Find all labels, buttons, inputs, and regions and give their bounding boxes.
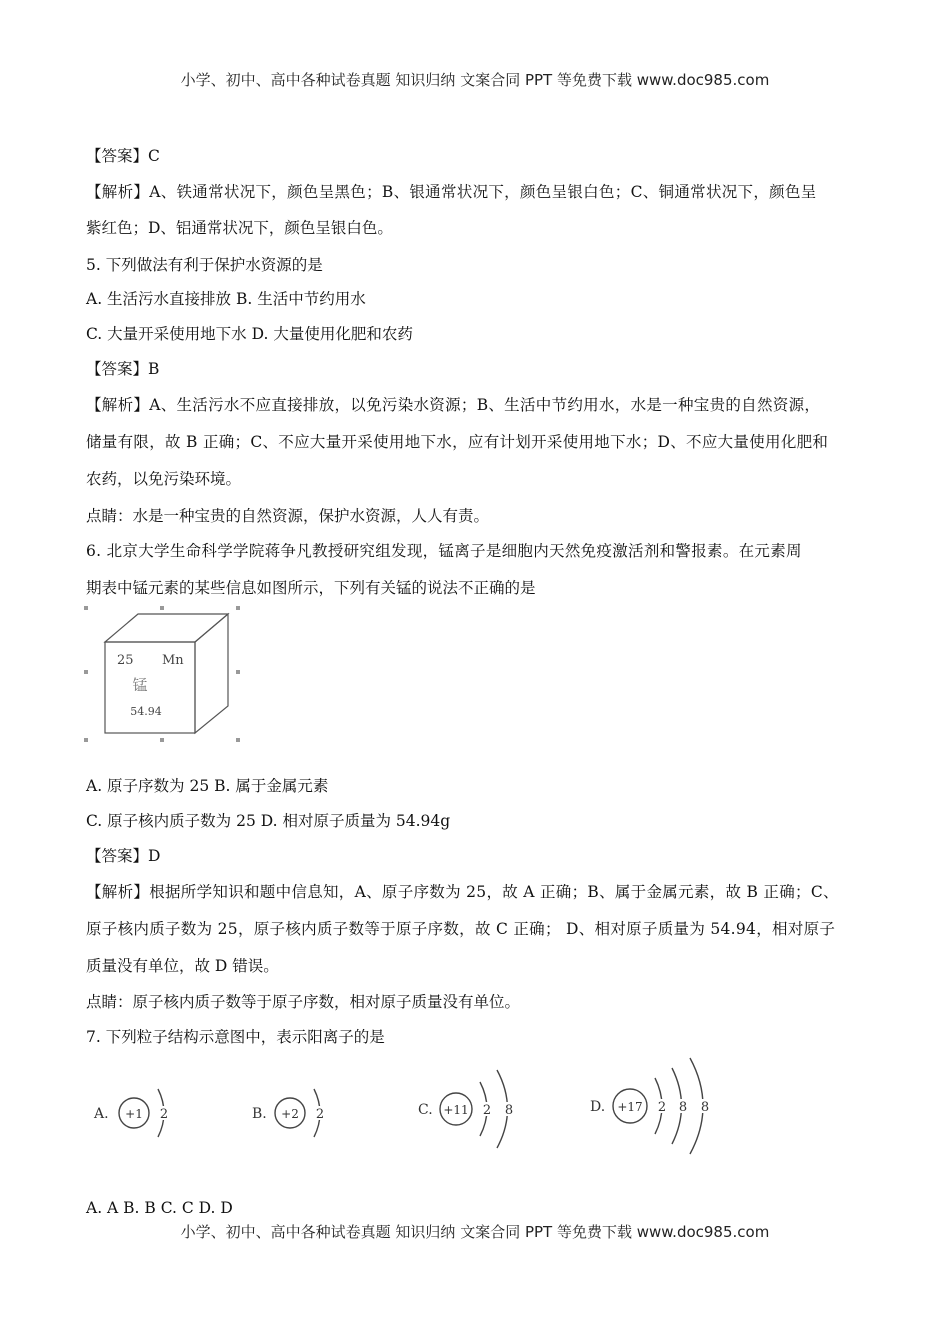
page-footer: 小学、初中、高中各种试卷真题 知识归纳 文案合同 PPT 等免费下载 www.doc985.com xyxy=(180,1223,770,1241)
q6-answer: 【答案】D xyxy=(86,847,161,865)
diagram-d-shell-1-count: 2 xyxy=(657,1100,667,1115)
q4-analysis-line-1: 【解析】A、铁通常状况下，颜色呈黑色；B、银通常状况下，颜色呈银白色；C、铜通常状况下，颜色呈 xyxy=(86,183,817,201)
element-atomic-number: 25 xyxy=(117,653,134,668)
diagram-c-label: C. xyxy=(418,1102,433,1118)
diagram-d-charge: +17 xyxy=(617,1100,643,1114)
manganese-element-card xyxy=(84,606,244,746)
q5-answer: 【答案】B xyxy=(86,360,160,378)
q6-analysis-line-3: 质量没有单位，故 D 错误。 xyxy=(86,957,279,975)
diagram-c-shell-2-count: 8 xyxy=(504,1103,514,1118)
q6-tip: 点睛：原子核内质子数等于原子序数，相对原子质量没有单位。 xyxy=(86,993,521,1011)
diagram-a-label: A. xyxy=(94,1106,109,1122)
q5-options-row-2: C. 大量开采使用地下水 D. 大量使用化肥和农药 xyxy=(86,325,413,343)
diagram-c-shell-1-count: 2 xyxy=(482,1103,492,1118)
q6-stem-line-1: 6. 北京大学生命科学学院蒋争凡教授研究组发现，锰离子是细胞内天然免疫激活剂和警报素。在元素周 xyxy=(86,542,802,560)
q4-analysis-line-2: 紫红色；D、铝通常状况下，颜色呈银白色。 xyxy=(86,219,393,237)
particle-structure-diagrams xyxy=(86,1056,736,1166)
q7-options: A. A B. B C. C D. D xyxy=(86,1199,233,1217)
particle-diagram-a xyxy=(93,1089,170,1137)
q5-analysis-line-2: 储量有限，故 B 正确；C、不应大量开采使用地下水，应有计划开采使用地下水；D、不应大量使用化肥和 xyxy=(86,433,829,451)
particle-diagram-b xyxy=(252,1089,326,1137)
q6-stem-line-2: 期表中锰元素的某些信息如图所示，下列有关锰的说法不正确的是 xyxy=(86,579,536,597)
q5-stem: 5. 下列做法有利于保护水资源的是 xyxy=(86,256,323,274)
q7-stem: 7. 下列粒子结构示意图中，表示阳离子的是 xyxy=(86,1028,385,1046)
diagram-b-label: B. xyxy=(252,1106,267,1122)
diagram-b-charge: +2 xyxy=(281,1107,299,1121)
q6-analysis-line-1: 【解析】根据所学知识和题中信息知，A、原子序数为 25，故 A 正确；B、属于金属元素，故 B 正确；C、 xyxy=(86,883,839,901)
q5-tip: 点睛：水是一种宝贵的自然资源，保护水资源，人人有责。 xyxy=(86,507,490,525)
q4-answer: 【答案】C xyxy=(86,147,160,165)
particle-diagram-d xyxy=(590,1058,712,1154)
element-name: 锰 xyxy=(132,676,148,694)
diagram-a-charge: +1 xyxy=(125,1107,143,1121)
q5-analysis-line-1: 【解析】A、生活污水不应直接排放，以免污染水资源；B、生活中节约用水，水是一种宝贵的自然资源， xyxy=(86,396,821,414)
page-header: 小学、初中、高中各种试卷真题 知识归纳 文案合同 PPT 等免费下载 www.doc985.com xyxy=(180,71,770,89)
diagram-b-shell-1-count: 2 xyxy=(315,1107,325,1122)
particle-diagram-c xyxy=(418,1070,516,1148)
q5-options-row-1: A. 生活污水直接排放 B. 生活中节约用水 xyxy=(86,290,366,308)
q6-options-row-2: C. 原子核内质子数为 25 D. 相对原子质量为 54.94g xyxy=(86,812,451,830)
element-symbol: Mn xyxy=(162,653,184,668)
diagram-c-charge: +11 xyxy=(443,1103,469,1117)
q5-analysis-line-3: 农药，以免污染环境。 xyxy=(86,470,242,488)
element-atomic-mass: 54.94 xyxy=(130,705,162,718)
q6-options-row-1: A. 原子序数为 25 B. 属于金属元素 xyxy=(86,777,329,795)
diagram-d-shell-2-count: 8 xyxy=(678,1100,688,1115)
q6-analysis-line-2: 原子核内质子数为 25，原子核内质子数等于原子序数，故 C 正确； D、相对原子质量为 54.94，相对原子 xyxy=(86,920,836,938)
diagram-a-shell-1-count: 2 xyxy=(159,1107,169,1122)
diagram-d-shell-3-count: 8 xyxy=(700,1100,710,1115)
diagram-d-label: D. xyxy=(590,1099,606,1115)
